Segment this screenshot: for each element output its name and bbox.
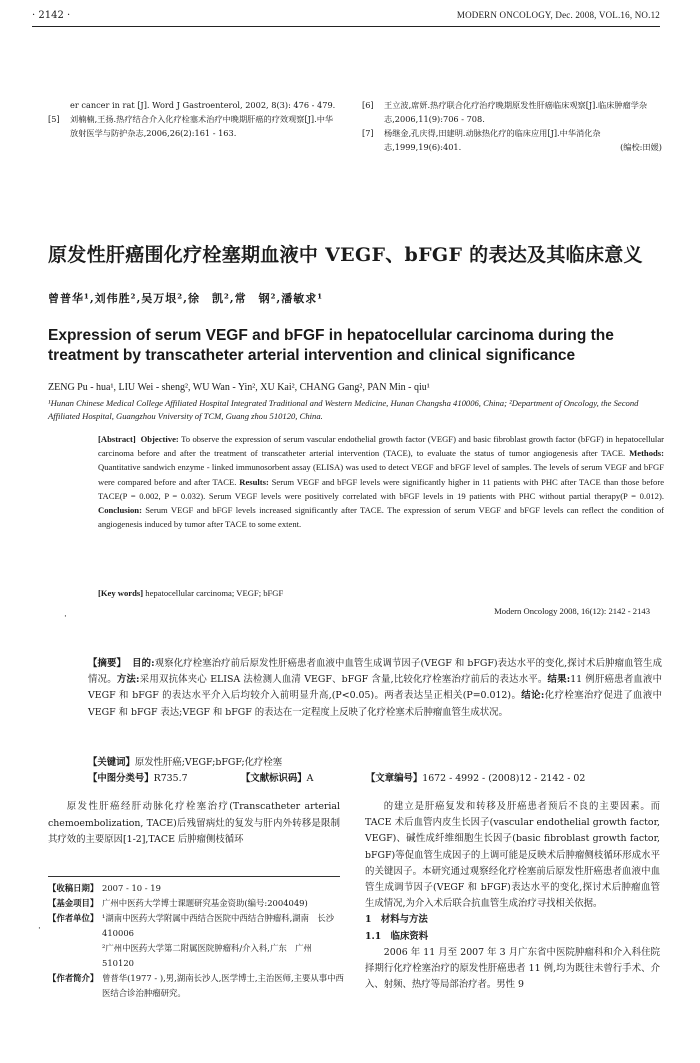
abstract-cn: 【摘要】 目的:观察化疗栓塞治疗前后原发性肝癌患者血液中血管生成调节因子(VEGF 和 bFGF)表达水平的变化,探讨术后肿瘤血管生成情况。方法:采用双抗体夹心 ELISA 法检测人血清 VEGF、bFGF 含量,比较化疗栓塞治疗前后的表达水平。结果:11 例肝癌患者血液中 VEGF 和 bFGF 的表达水平介入后均较介入前明显升高,(P<0.05)。两者表达呈正相关(P=0.012)。结论:化疗栓塞治疗促进了血液中 VEGF 和 bFGF 表达;VEGF 和 bFGF 的表达在一定程度上反映了化疗栓塞术后肿瘤血管生成状况。 [88,658,662,718]
margin-dot: · [38,924,41,934]
subsection-heading: 1.1 临床资料 [365,930,429,942]
clinical-paragraph: 2006 年 11 月至 2007 年 3 月广东省中医院肿瘤科和介入科住院择期行化疗栓塞治疗的原发性肝癌患者 11 例,均为既往未曾行手术、介入、射频、热疗等局部治疗者。男性 9 [365,946,660,991]
reference-item: [6] 王立波,席妍.热疗联合化疗治疗晚期原发性肝癌临床观察[J].临床肿瘤学杂志,2006,11(9):706 - 708. [362,100,648,124]
keywords-cn: 【关键词】原发性肝癌;VEGF;bFGF;化疗栓塞 [88,757,283,768]
footnote-item: 【收稿日期】 2007 - 10 - 19 [48,883,161,893]
classification-line: 【中图分类号】R735.7 【文献标识码】A 【文章编号】1672 - 4992 - (2008)12 - 2142 - 02 [88,773,586,784]
footnote-item: 【作者简介】 曾普华(1977 - ),男,湖南长沙人,医学博士,主治医师,主要从事中西医结合诊治肿瘤研究。 [48,973,344,998]
journal-header: MODERN ONCOLOGY, Dec. 2008, VOL.16, NO.12 [456,10,660,20]
margin-dot: · [64,612,67,622]
footnote-item: ²广州中医药大学第二附属医院肿瘤科/介入科,广东 广州 510120 [102,943,321,968]
abstract-en: [Abstract] Objective: To observe the expression of serum vascular endothelial growth factor (VEGF) and basic fibroblast growth factor (bFGF) in hepatocellular carcinoma before and after the treatment of transcatheter arterial intervention (TACE), to evaluate the status of tumor angiogenesis after TACE. Methods: Quantitative sandwich enzyme - linked immunosorbent assay (ELISA) was used to detect VEGF and bFGF level of samples. The levels of serum VEGF and bFGF were compared before and after TACE. Results: Serum VEGF and bFGF levels were significantly higher in 11 patients with PHC after TACE than those before TACE(P = 0.002, P = 0.032). Serum VEGF levels were positively correlated with bFGF levels in 19 patients with PHC without partial therapy(P = 0.012). Conclusion: Serum VEGF and bFGF levels increased significantly after TACE. The expression of serum VEGF and bFGF levels can reflect the condition of angiogenesis induced by tumor after TACE to some extent. [98,434,665,530]
footnotes [48,881,344,1001]
body-right-column [365,799,660,993]
header-rule [32,26,660,27]
footnote-rule [48,876,340,877]
reference-item: er cancer in rat [J]. Word J Gastroenterol, 2002, 8(3): 476 - 479. [70,100,336,110]
page-number: · 2142 · [32,10,71,21]
affiliation-en: ¹Hunan Chinese Medical College Affiliated Hospital Integrated Traditional and Western Medicine, Hunan Changsha 410006, China; ²Department of Oncology, the Second Affiliated Hospital, Guangzhou Vniversity of TCM, Guang zhou 510120, China. [48,398,639,421]
intro-paragraph: 的建立是肝癌复发和转移及肝癌患者预后不良的主要因素。而 TACE 术后血管内皮生长因子(vascular endothelial growth factor, VEGF)、碱性成纤维细胞生长因子(basic fibroblast growth factor, bFGF)等促血管生成因子的上调可能是反映术后肿瘤侧枝循环形成水平的关键因子。本研究通过观察经化疗栓塞前后原发性肝癌患者血液中血管生成调节因子(VEGF 和 bFGF)表达水平的变化,探讨术后肿瘤血管生成情况,为介入术后联合抗血管生成治疗寻找相关依据。 [365,801,660,910]
body-left-column: 原发性肝癌经肝动脉化疗栓塞治疗(Transcatheter arterial chemoembolization, TACE)后残留病灶的复发与肝内外转移是限制其疗效的主要原因[1-2],TACE 后肿瘤侧枝循环 [48,801,340,845]
section-heading: 1 材料与方法 [365,914,428,926]
citation-en: Modern Oncology 2008, 16(12): 2142 - 2143 [494,606,650,616]
references-right-column [362,98,662,154]
footnote-item: 【基金项目】 广州中医药大学博士课题研究基金资助(编号:2004049) [48,898,308,908]
references-left-column [48,98,340,140]
reference-item: [7] 杨继金,孔庆得,田建明.动脉热化疗的临床应用[J].中华消化杂志,1999,19(6):401. (编校:田媛) [362,128,662,152]
reference-item: [5] 刘楠楠,王扬.热疗结合介入化疗栓塞术治疗中晚期肝癌的疗效观察[J].中华放射医学与防护杂志,2006,26(2):161 - 163. [48,114,334,138]
authors-en: ZENG Pu - hua¹, LIU Wei - sheng², WU Wan - Yin², XU Kai², CHANG Gang², PAN Min - qiu¹ [48,382,430,393]
article-title-en: Expression of serum VEGF and bFGF in hepatocellular carcinoma during the treatment by transcatheter arterial intervention and clinical significance [48,327,614,364]
footnote-item: 【作者单位】 ¹湖南中医药大学附属中西结合医院中西结合肿瘤科,湖南 长沙 410006 [48,913,343,938]
authors-cn: 曾普华¹,刘伟胜²,吴万垠²,徐 凯²,常 钢²,潘敏求¹ [48,292,324,305]
keywords-en: [Key words] hepatocellular carcinoma; VEGF; bFGF [98,588,284,598]
editor-note: (编校:田媛) [620,142,662,152]
article-title-cn: 原发性肝癌围化疗栓塞期血液中 VEGF、bFGF 的表达及其临床意义 [48,244,643,266]
